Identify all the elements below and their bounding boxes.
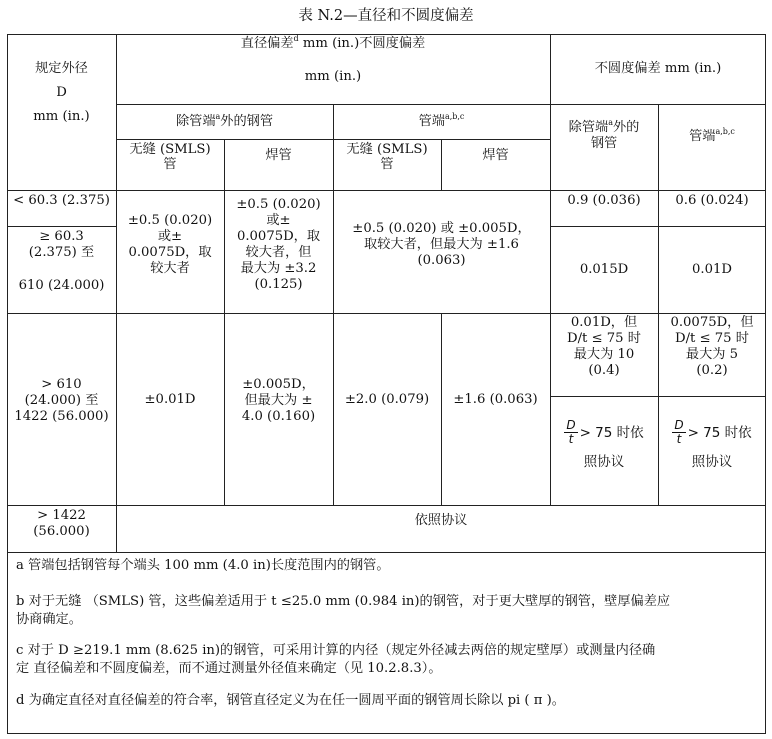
cell-text: ±0.5 (0.020)	[236, 197, 321, 212]
cell-text: ±1.6 (0.063)	[453, 391, 538, 407]
row2-od	[7, 228, 116, 313]
cell-text: < 60.3 (2.375)	[13, 193, 110, 208]
cell-text: 0.0075D，但	[670, 315, 754, 330]
row12-welded	[224, 196, 333, 306]
header-except-ends	[116, 104, 333, 139]
cell-text: 较大者，但	[245, 245, 312, 260]
row4-od	[7, 507, 116, 552]
cell-text: > 75 时依	[579, 424, 644, 441]
cell-text: > 610	[41, 377, 82, 392]
header-text: 直径偏差	[240, 36, 294, 51]
cell-text: 但最大为 ±	[244, 393, 313, 408]
cell-text: 0.0075D，取	[128, 245, 212, 260]
cell-text: ≥ 60.3	[39, 229, 84, 244]
cell-text: > 1422	[37, 508, 86, 523]
cell-text: 0.015D	[579, 261, 629, 277]
cell-text: 照协议	[583, 454, 625, 470]
row3b-ooc-ends	[658, 418, 766, 488]
cell-text: > 75 时依	[687, 424, 752, 441]
header-text	[689, 129, 735, 145]
rule	[7, 190, 766, 191]
cell-text: 0.6 (0.024)	[675, 193, 749, 208]
cell-text: 0.9 (0.036)	[567, 193, 641, 208]
header-text: 不圆度偏差 mm (in.)	[594, 61, 722, 76]
header-text: 无缝 (SMLS)	[346, 142, 428, 157]
header-text: 外的钢管	[220, 113, 274, 129]
header-text: 除管端	[568, 120, 609, 135]
header-ooc-group	[550, 34, 766, 104]
row3-ends-welded	[441, 313, 550, 486]
cell-text: 4.0 (0.160)	[241, 409, 316, 424]
row4-by-agreement	[116, 505, 766, 537]
header-text: 无缝 (SMLS)	[129, 142, 211, 157]
row3a-ooc-except	[550, 314, 658, 394]
rule	[7, 226, 116, 227]
row3-ends-seamless	[333, 313, 441, 486]
header-diameter-group	[116, 34, 550, 104]
footnote-d: d 为确定直径对直径偏差的符合率，钢管直径定义为在任一圆周平面的钢管周长除以 pi ( π )。	[16, 693, 565, 708]
header-ends-seamless	[333, 141, 441, 190]
footnote-mark: a	[215, 111, 221, 121]
cell-text: 取较大者，但最大为 ±1.6	[364, 237, 519, 252]
header-text	[241, 36, 425, 52]
header-specified-od	[7, 56, 116, 176]
cell-text: (0.063)	[417, 253, 466, 268]
row12-seamless	[116, 212, 224, 292]
header-ends-welded	[441, 139, 550, 173]
row3b-ooc-except	[550, 418, 658, 488]
footnote-c-cont: 定 直径偏差和不圆度偏差，而不通过测量外径值来确定（见 10.2.8.3）。	[16, 661, 442, 676]
header-text: 钢管	[590, 136, 618, 151]
header-text: 管	[380, 157, 394, 172]
header-pipe-ends	[333, 104, 550, 139]
cell-text: ±0.005D，	[242, 377, 315, 392]
row2-ooc-except	[550, 226, 658, 313]
header-text: 除管端	[175, 113, 216, 129]
row1-ooc-except	[550, 192, 658, 226]
cell-text: 0.0075D，取	[236, 229, 321, 244]
footnote-mark: d	[293, 34, 299, 43]
cell-text: ±0.01D	[144, 391, 196, 407]
footnote-mark: a,b,c	[444, 111, 465, 121]
cell-text: 照协议	[691, 454, 733, 470]
row3-welded	[224, 376, 333, 436]
cell-text: ±0.5 (0.020) 或 ±0.005D，	[352, 221, 531, 236]
header-seamless	[116, 141, 224, 190]
cell-text: ±0.5 (0.020)	[127, 213, 213, 228]
header-text	[569, 120, 640, 136]
footnote-mark: a	[608, 118, 613, 127]
cell-text: 0.01D，但	[570, 315, 638, 330]
fraction-numerator: D	[566, 418, 576, 432]
row3-od	[7, 376, 116, 436]
cell-text: 较大者	[150, 261, 190, 276]
row3a-ooc-ends	[658, 314, 766, 394]
header-text	[175, 111, 274, 130]
cell-text: 610 (24.000)	[18, 278, 105, 293]
cell-text: 或±	[157, 229, 183, 244]
cell-text: D/t ≤ 75 时	[675, 331, 749, 346]
rule	[7, 733, 766, 734]
fraction-numerator: D	[674, 418, 684, 432]
cell-text: 最大为 ±3.2	[240, 261, 317, 276]
cell-text: 依照协议	[414, 513, 468, 528]
footnote-c: c 对于 D ≥219.1 mm (8.625 in)的钢管，可采用计算的内径（规定外径减去两倍的规定壁厚）或测量内径确	[16, 643, 656, 658]
header-text: 焊管	[482, 148, 509, 163]
cell-text: (2.375) 至	[28, 245, 95, 260]
header-welded	[224, 139, 333, 173]
footnote-b-cont: 协商确定。	[16, 612, 82, 627]
dt-condition	[564, 419, 643, 446]
header-ooc-ends	[658, 122, 766, 152]
row3-seamless	[116, 313, 224, 486]
row1-od	[7, 192, 116, 226]
header-text: D	[56, 85, 67, 100]
cell-text: (0.4)	[588, 363, 620, 378]
dt-condition	[672, 419, 751, 446]
cell-text: (24.000) 至	[24, 393, 99, 408]
footnote-a: a 管端包括钢管每个端头 100 mm (4.0 in)长度范围内的钢管。	[16, 558, 390, 573]
cell-text: ±2.0 (0.079)	[344, 391, 430, 407]
cell-text: 或±	[266, 213, 291, 228]
cell-text: 1422 (56.000)	[14, 409, 109, 424]
header-text: 外的	[612, 120, 640, 135]
header-text: mm (in.)	[304, 69, 362, 84]
cell-text: (0.2)	[696, 363, 728, 378]
cell-text: (56.000)	[33, 524, 90, 539]
cell-text: 最大为 10	[573, 347, 635, 362]
fraction-denominator: t	[676, 432, 682, 446]
header-text: mm (in.)	[33, 109, 90, 124]
cell-text: 最大为 5	[685, 347, 739, 362]
dt-fraction	[672, 419, 685, 446]
header-text: 管端	[689, 129, 716, 144]
header-text: mm (in.)不圆度偏差	[298, 36, 426, 51]
cell-text: (0.125)	[254, 277, 303, 292]
header-text: 焊管	[265, 148, 292, 163]
row2-ooc-ends	[658, 226, 766, 313]
footnote-mark: a,b,c	[715, 127, 735, 136]
dt-fraction	[564, 419, 577, 446]
row12-pipe-ends	[333, 220, 550, 280]
header-text: 管	[163, 157, 177, 172]
row1-ooc-ends	[658, 192, 766, 226]
footnote-b: b 对于无缝 （SMLS) 管，这些偏差适用于 t ≤25.0 mm (0.984 in)的钢管，对于更大壁厚的钢管，壁厚偏差应	[16, 594, 671, 609]
cell-text: D/t ≤ 75 时	[567, 331, 641, 346]
header-text: 管端	[418, 113, 445, 129]
table-title: 表 N.2—直径和不圆度偏差	[298, 8, 474, 24]
header-ooc-except-ends	[550, 119, 658, 179]
fraction-denominator: t	[568, 432, 574, 446]
cell-text: 0.01D	[692, 261, 732, 277]
header-text: 规定外径	[35, 61, 88, 76]
rule	[7, 552, 766, 553]
header-text	[418, 111, 465, 130]
